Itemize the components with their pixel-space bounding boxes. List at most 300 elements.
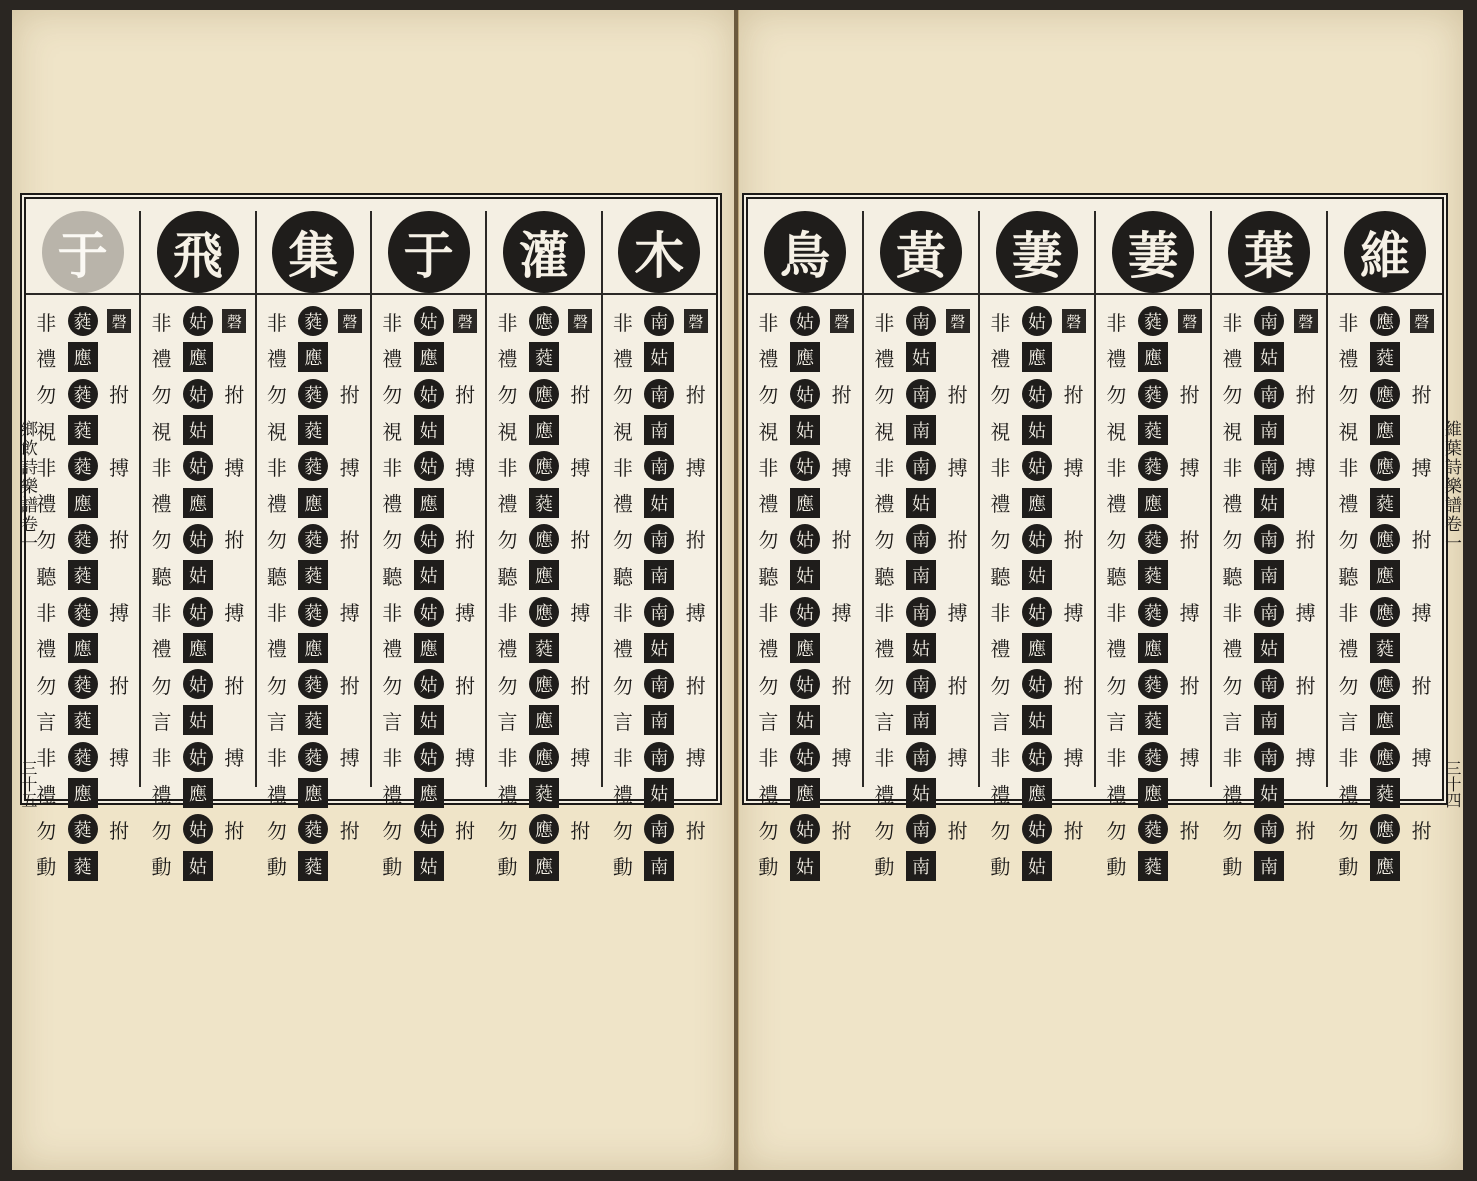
beat-cell: 拊	[1179, 383, 1200, 408]
pitch-seal: 蕤	[298, 851, 328, 881]
lyric-heading-disc: 葉	[1228, 211, 1310, 293]
note-cell	[1370, 739, 1400, 775]
beat-cell: 搏	[1295, 455, 1316, 480]
lyric-cell: 禮	[758, 346, 779, 371]
pitch-seal: 姑	[644, 488, 674, 518]
note-cell	[529, 376, 559, 412]
notes-lane	[1367, 303, 1404, 884]
lyric-cell: 視	[612, 419, 633, 444]
pitch-seal: 應	[1370, 814, 1400, 844]
column-head	[980, 211, 1094, 295]
pitch-seal: 姑	[790, 560, 820, 590]
pitch-seal: 蕤	[298, 742, 328, 772]
lyric-cell: 言	[1106, 709, 1127, 734]
lyric-cell: 聽	[612, 564, 633, 589]
beat-cell	[684, 303, 708, 339]
note-cell	[1022, 448, 1052, 484]
note-cell	[790, 484, 820, 520]
note-cell	[1022, 630, 1052, 666]
chime-seal: 磬	[107, 309, 131, 333]
column-body	[257, 295, 370, 884]
note-cell	[906, 303, 936, 339]
beat-cell: 搏	[339, 746, 360, 771]
note-cell	[906, 775, 936, 811]
note-cell	[1022, 484, 1052, 520]
note-cell	[906, 739, 936, 775]
pitch-seal: 蕤	[1138, 379, 1168, 409]
lyric-cell: 動	[1106, 855, 1127, 880]
pitch-seal: 姑	[414, 597, 444, 627]
note-cell	[1138, 666, 1168, 702]
note-cell	[414, 376, 444, 412]
note-cell	[529, 593, 559, 629]
pitch-seal: 蕤	[68, 851, 98, 881]
beat-cell: 拊	[831, 528, 852, 553]
pitch-seal: 應	[1370, 851, 1400, 881]
note-cell	[1138, 702, 1168, 738]
lyric-heading-disc: 于	[42, 211, 124, 293]
note-cell	[1022, 557, 1052, 593]
note-cell	[644, 666, 674, 702]
lyric-cell: 非	[612, 746, 633, 771]
lyric-cell: 非	[990, 310, 1011, 335]
note-cell	[1138, 593, 1168, 629]
note-cell	[1370, 630, 1400, 666]
pitch-seal: 應	[1370, 415, 1400, 445]
lyric-heading-disc: 維	[1344, 211, 1426, 293]
note-cell	[68, 339, 98, 375]
pitch-seal: 應	[790, 488, 820, 518]
beat-cell: 拊	[1063, 528, 1084, 553]
lyric-cell: 勿	[612, 673, 633, 698]
note-cell	[644, 775, 674, 811]
pitch-seal: 蕤	[1138, 742, 1168, 772]
lyric-heading-disc: 飛	[157, 211, 239, 293]
lyric-cell: 勿	[266, 818, 287, 843]
beats-lane	[1287, 303, 1324, 884]
note-cell	[68, 775, 98, 811]
score-column	[1326, 211, 1442, 880]
lyric-cell: 動	[497, 855, 518, 880]
pitch-seal: 姑	[1254, 633, 1284, 663]
lyric-cell: 非	[36, 310, 57, 335]
note-cell	[644, 702, 674, 738]
lyric-cell: 勿	[1338, 673, 1359, 698]
pitch-seal: 蕤	[1138, 306, 1168, 336]
note-cell	[790, 630, 820, 666]
right-folio: 三十四	[1443, 760, 1462, 808]
note-cell	[414, 557, 444, 593]
note-cell	[1138, 630, 1168, 666]
beat-cell: 拊	[224, 528, 245, 553]
note-cell	[298, 666, 328, 702]
beat-cell: 拊	[1295, 673, 1316, 698]
lyric-cell: 非	[1338, 601, 1359, 626]
note-cell	[906, 484, 936, 520]
note-cell	[414, 412, 444, 448]
lyric-cell: 非	[1106, 455, 1127, 480]
pitch-seal: 南	[906, 379, 936, 409]
note-cell	[1254, 412, 1284, 448]
lyric-cell: 禮	[1222, 637, 1243, 662]
lyrics-lane	[866, 303, 903, 884]
beat-cell: 搏	[109, 455, 130, 480]
note-cell	[790, 412, 820, 448]
right-score-columns	[748, 211, 1442, 880]
note-cell	[790, 376, 820, 412]
note-cell	[529, 630, 559, 666]
note-cell	[1022, 521, 1052, 557]
note-cell	[298, 521, 328, 557]
pitch-seal: 姑	[1022, 451, 1052, 481]
note-cell	[183, 521, 213, 557]
pitch-seal: 南	[644, 597, 674, 627]
beats-lane	[939, 303, 976, 884]
beat-cell: 搏	[1179, 455, 1200, 480]
pitch-seal: 蕤	[1370, 633, 1400, 663]
lyric-cell: 非	[382, 601, 403, 626]
pitch-seal: 姑	[1022, 524, 1052, 554]
notes-lane	[641, 303, 677, 884]
beat-cell: 搏	[224, 601, 245, 626]
lyric-cell: 勿	[497, 818, 518, 843]
lyric-cell: 動	[36, 855, 57, 880]
pitch-seal: 南	[644, 560, 674, 590]
lyric-cell: 聽	[382, 564, 403, 589]
pitch-seal: 南	[906, 851, 936, 881]
pitch-seal: 應	[529, 742, 559, 772]
note-cell	[790, 339, 820, 375]
pitch-seal: 蕤	[1138, 560, 1168, 590]
pitch-seal: 蕤	[1138, 451, 1168, 481]
pitch-seal: 蕤	[1370, 342, 1400, 372]
pitch-seal: 姑	[644, 778, 674, 808]
note-cell	[298, 412, 328, 448]
note-cell	[1370, 484, 1400, 520]
pitch-seal: 姑	[414, 524, 444, 554]
note-cell	[1138, 303, 1168, 339]
pitch-seal: 應	[790, 778, 820, 808]
lyric-cell: 非	[1222, 746, 1243, 771]
lyric-cell: 禮	[758, 492, 779, 517]
lyric-cell: 禮	[497, 346, 518, 371]
pitch-seal: 南	[906, 415, 936, 445]
notes-lane	[1251, 303, 1288, 884]
lyric-cell: 禮	[36, 492, 57, 517]
column-head	[1328, 211, 1442, 295]
note-cell	[183, 811, 213, 847]
beat-cell: 拊	[1411, 818, 1432, 843]
beat-cell: 拊	[1063, 673, 1084, 698]
chime-seal: 磬	[338, 309, 362, 333]
pitch-seal: 蕤	[1138, 814, 1168, 844]
note-cell	[1254, 847, 1284, 883]
pitch-seal: 姑	[790, 669, 820, 699]
beats-lane	[332, 303, 368, 884]
beat-cell: 拊	[831, 383, 852, 408]
note-cell	[1254, 811, 1284, 847]
lyric-cell: 禮	[1338, 782, 1359, 807]
lyric-cell: 禮	[1222, 492, 1243, 517]
pitch-seal: 南	[644, 742, 674, 772]
lyric-cell: 禮	[1106, 492, 1127, 517]
pitch-seal: 應	[1022, 342, 1052, 372]
pitch-seal: 蕤	[1138, 669, 1168, 699]
lyric-cell: 非	[612, 601, 633, 626]
note-cell	[1138, 739, 1168, 775]
pitch-seal: 南	[906, 669, 936, 699]
note-cell	[414, 702, 444, 738]
lyric-cell: 勿	[874, 528, 895, 553]
lyric-cell: 禮	[1338, 492, 1359, 517]
beat-cell: 拊	[1411, 383, 1432, 408]
beat-cell: 拊	[570, 818, 591, 843]
note-cell	[790, 702, 820, 738]
lyric-cell: 非	[266, 455, 287, 480]
pitch-seal: 應	[68, 342, 98, 372]
pitch-seal: 蕤	[529, 342, 559, 372]
lyric-cell: 非	[382, 455, 403, 480]
note-cell	[644, 484, 674, 520]
lyric-cell: 非	[151, 455, 172, 480]
pitch-seal: 姑	[644, 633, 674, 663]
pitch-seal: 南	[906, 814, 936, 844]
lyric-cell: 勿	[990, 673, 1011, 698]
lyric-cell: 言	[36, 709, 57, 734]
note-cell	[1022, 376, 1052, 412]
beat-cell: 拊	[685, 673, 706, 698]
pitch-seal: 應	[1022, 778, 1052, 808]
note-cell	[414, 521, 444, 557]
note-cell	[906, 847, 936, 883]
note-cell	[529, 811, 559, 847]
lyric-cell: 勿	[758, 528, 779, 553]
note-cell	[644, 521, 674, 557]
lyric-cell: 勿	[382, 818, 403, 843]
column-head	[603, 211, 716, 295]
lyric-cell: 聽	[1338, 564, 1359, 589]
pitch-seal: 南	[644, 669, 674, 699]
beat-cell: 拊	[685, 383, 706, 408]
column-head	[26, 211, 139, 295]
note-cell	[414, 739, 444, 775]
note-cell	[529, 484, 559, 520]
beat-cell: 搏	[570, 601, 591, 626]
note-cell	[906, 557, 936, 593]
notes-lane	[903, 303, 940, 884]
beat-cell: 搏	[831, 746, 852, 771]
note-cell	[1370, 412, 1400, 448]
note-cell	[529, 557, 559, 593]
note-cell	[790, 303, 820, 339]
note-cell	[414, 847, 444, 883]
pitch-seal: 蕤	[68, 451, 98, 481]
beat-cell: 搏	[685, 601, 706, 626]
lyric-cell: 禮	[151, 782, 172, 807]
lyric-cell: 聽	[36, 564, 57, 589]
lyrics-lane	[143, 303, 179, 884]
lyric-cell: 勿	[36, 673, 57, 698]
lyric-cell: 聽	[758, 564, 779, 589]
lyric-cell: 視	[1106, 419, 1127, 444]
pitch-seal: 應	[414, 342, 444, 372]
note-cell	[1370, 303, 1400, 339]
column-head	[1096, 211, 1210, 295]
beat-cell: 搏	[570, 455, 591, 480]
pitch-seal: 姑	[1022, 306, 1052, 336]
beat-cell: 拊	[1063, 383, 1084, 408]
lyric-cell: 非	[1222, 455, 1243, 480]
pitch-seal: 蕤	[68, 597, 98, 627]
pitch-seal: 南	[1254, 560, 1284, 590]
lyric-cell: 非	[266, 746, 287, 771]
note-cell	[644, 739, 674, 775]
lyric-cell: 勿	[874, 673, 895, 698]
beat-cell: 拊	[947, 528, 968, 553]
lyric-cell: 禮	[874, 346, 895, 371]
pitch-seal: 姑	[906, 778, 936, 808]
notes-lane	[180, 303, 216, 884]
lyric-cell: 禮	[382, 492, 403, 517]
lyric-cell: 非	[758, 455, 779, 480]
note-cell	[183, 702, 213, 738]
beat-cell: 搏	[947, 746, 968, 771]
lyric-cell: 禮	[990, 637, 1011, 662]
lyric-cell: 動	[612, 855, 633, 880]
lyric-cell: 禮	[990, 346, 1011, 371]
note-cell	[906, 448, 936, 484]
lyric-cell: 言	[151, 709, 172, 734]
lyric-cell: 非	[382, 746, 403, 771]
beat-cell: 拊	[109, 383, 130, 408]
lyric-cell: 禮	[382, 637, 403, 662]
pitch-seal: 應	[790, 633, 820, 663]
pitch-seal: 姑	[790, 524, 820, 554]
note-cell	[298, 739, 328, 775]
pitch-seal: 蕤	[529, 778, 559, 808]
pitch-seal: 應	[183, 488, 213, 518]
beat-cell: 搏	[831, 455, 852, 480]
note-cell	[529, 303, 559, 339]
beat-cell: 拊	[455, 818, 476, 843]
pitch-seal: 南	[644, 451, 674, 481]
beat-cell: 搏	[339, 455, 360, 480]
note-cell	[1138, 811, 1168, 847]
note-cell	[298, 630, 328, 666]
note-cell	[183, 775, 213, 811]
lyric-cell: 言	[1222, 709, 1243, 734]
note-cell	[298, 775, 328, 811]
note-cell	[906, 412, 936, 448]
pitch-seal: 南	[1254, 669, 1284, 699]
beat-cell: 搏	[1411, 455, 1432, 480]
column-body	[141, 295, 254, 884]
pitch-seal: 應	[529, 306, 559, 336]
note-cell	[906, 521, 936, 557]
lyric-cell: 言	[497, 709, 518, 734]
pitch-seal: 姑	[790, 415, 820, 445]
note-cell	[1370, 775, 1400, 811]
lyric-cell: 禮	[266, 346, 287, 371]
pitch-seal: 蕤	[68, 560, 98, 590]
lyric-cell: 視	[382, 419, 403, 444]
beat-cell: 拊	[455, 673, 476, 698]
lyric-cell: 勿	[382, 673, 403, 698]
beat-cell: 搏	[109, 601, 130, 626]
lyric-cell: 禮	[1106, 346, 1127, 371]
lyric-cell: 動	[1338, 855, 1359, 880]
score-column	[139, 211, 254, 880]
lyric-cell: 勿	[151, 528, 172, 553]
beat-cell: 拊	[1295, 818, 1316, 843]
lyric-cell: 非	[382, 310, 403, 335]
lyric-cell: 勿	[266, 383, 287, 408]
pitch-seal: 應	[68, 778, 98, 808]
notes-lane	[1019, 303, 1056, 884]
score-column	[485, 211, 600, 880]
pitch-seal: 應	[414, 633, 444, 663]
note-cell	[790, 739, 820, 775]
pitch-seal: 姑	[414, 851, 444, 881]
lyric-cell: 非	[1106, 746, 1127, 771]
lyric-cell: 禮	[151, 637, 172, 662]
pitch-seal: 姑	[414, 451, 444, 481]
lyric-cell: 非	[758, 601, 779, 626]
beat-cell: 搏	[455, 601, 476, 626]
note-cell	[298, 811, 328, 847]
lyric-cell: 視	[266, 419, 287, 444]
lyric-heading-disc: 黃	[880, 211, 962, 293]
lyric-cell: 勿	[1338, 528, 1359, 553]
beat-cell: 搏	[1179, 746, 1200, 771]
lyric-cell: 非	[497, 601, 518, 626]
beat-cell: 拊	[1295, 528, 1316, 553]
pitch-seal: 姑	[1254, 488, 1284, 518]
pitch-seal: 南	[906, 560, 936, 590]
lyric-heading-disc: 萋	[996, 211, 1078, 293]
note-cell	[1022, 775, 1052, 811]
lyric-cell: 勿	[990, 383, 1011, 408]
pitch-seal: 姑	[1022, 597, 1052, 627]
note-cell	[1254, 557, 1284, 593]
pitch-seal: 蕤	[529, 488, 559, 518]
note-cell	[183, 339, 213, 375]
beat-cell: 拊	[947, 383, 968, 408]
lyric-cell: 勿	[497, 528, 518, 553]
pitch-seal: 應	[790, 342, 820, 372]
pitch-seal: 南	[1254, 814, 1284, 844]
beat-cell	[568, 303, 592, 339]
score-column	[1094, 211, 1210, 880]
note-cell	[1022, 739, 1052, 775]
pitch-seal: 應	[1138, 342, 1168, 372]
beat-cell: 搏	[1295, 601, 1316, 626]
pitch-seal: 南	[1254, 379, 1284, 409]
column-body	[372, 295, 485, 884]
score-column	[1210, 211, 1326, 880]
beat-cell: 拊	[339, 673, 360, 698]
column-body	[26, 295, 139, 884]
lyrics-lane	[1098, 303, 1135, 884]
lyric-cell: 勿	[612, 383, 633, 408]
lyric-cell: 勿	[382, 383, 403, 408]
lyric-cell: 禮	[151, 492, 172, 517]
lyric-cell: 非	[36, 746, 57, 771]
lyric-cell: 勿	[1106, 383, 1127, 408]
pitch-seal: 蕤	[529, 633, 559, 663]
lyric-cell: 禮	[497, 637, 518, 662]
note-cell	[183, 593, 213, 629]
